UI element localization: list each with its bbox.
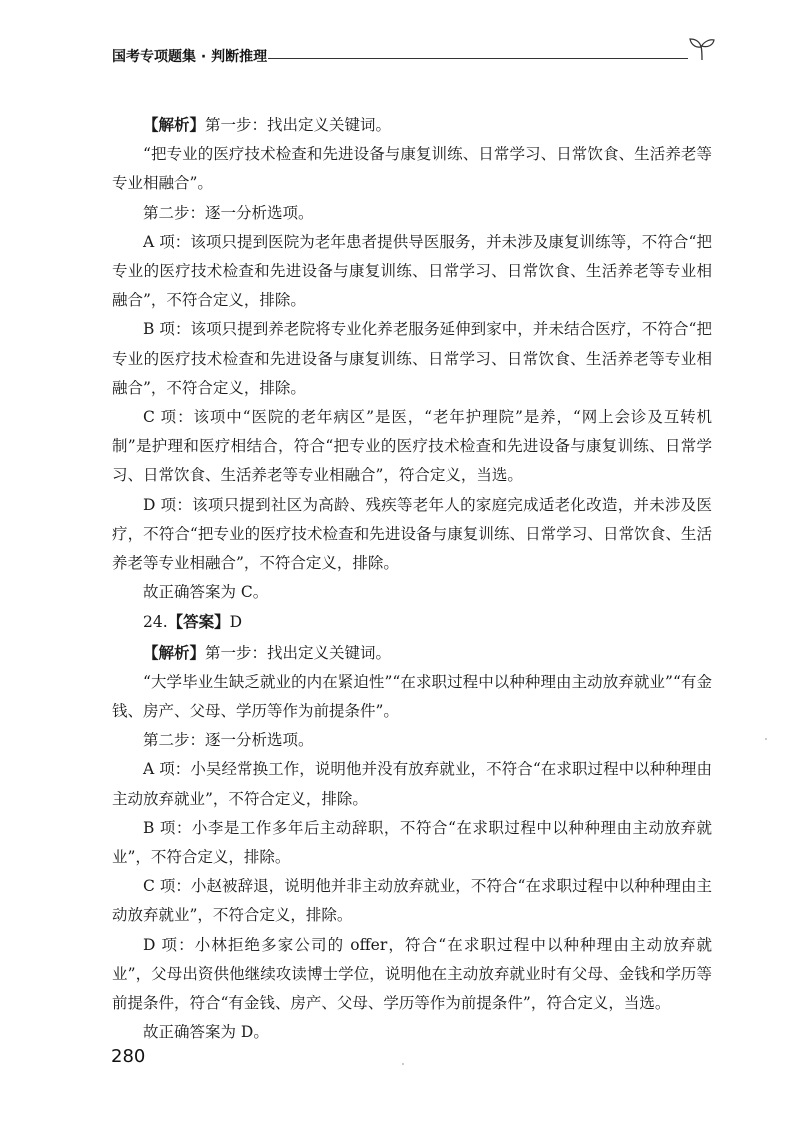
q24-option-b: B 项：小李是工作多年后主动辞职，不符合“在求职过程中以种种理由主动放弃就业”，不符合定义，排除。 [112,818,712,867]
q24-step2: 第二步：逐一分析选项。 [143,731,314,750]
q23-step2: 第二步：逐一分析选项。 [143,203,314,222]
q23-conclusion: 故正确答案为 C。 [143,583,269,602]
q23-analysis-step1: 【解析】第一步：找出定义关键词。 [143,115,392,134]
header-rule [268,58,688,59]
q24-option-c: C 项：小赵被辞退，说明他并非主动放弃就业，不符合“在求职过程中以种种理由主动放弃就业”，不符合定义，排除。 [112,877,712,925]
speck [402,1063,404,1065]
q24-answer-value: D [229,613,243,632]
speck [765,738,767,740]
q24-option-a: A 项：小吴经常换工作，说明他并没有放弃就业，不符合“在求职过程中以种种理由主动放弃就业”，不符合定义，排除。 [112,760,712,808]
q23-option-a: A 项：该项只提到医院为老年患者提供导医服务，并未涉及康复训练等，不符合“把专业的医疗技术检查和先进设备与康复训练、日常学习、日常饮食、生活养老等专业相融合”，不符合定义，排除。 [112,232,712,310]
running-header [112,44,712,74]
q23-option-b: B 项：该项只提到养老院将专业化养老服务延伸到家中，并未结合医疗，不符合“把专业的医疗技术检查和先进设备与康复训练、日常学习、日常饮食、生活养老等专业相融合”，不符合定义，排除。 [112,320,712,397]
q24-answer: 24.【答案】D [143,612,243,632]
sprout-icon [688,36,716,62]
q24-analysis-label: 【解析】 [143,642,206,662]
q24-option-d: D 项：小林拒绝多家公司的 offer，符合“在求职过程中以种种理由主动放弃就业”，父母出资供他继续攻读博士学位，说明他在主动放弃就业时有父母、金钱和学历等前提条件，符合“有金钱、房产、父母、学历等作为前提条件”，符合定义，当选。 [112,935,712,1013]
q23-analysis-label: 【解析】 [143,115,206,134]
header-title: 国考专项题集 · 判断推理 [112,49,268,65]
q24-analysis-step1: 【解析】第一步：找出定义关键词。 [143,642,392,662]
q24-answer-label: 【答案】 [167,612,230,632]
page-number: 280 [111,1046,146,1067]
q23-keywords: “把专业的医疗技术检查和先进设备与康复训练、日常学习、日常饮食、生活养老等专业相融合”。 [112,145,712,193]
answer-explanations [112,110,712,1048]
q24-conclusion: 故正确答案为 D。 [143,1023,269,1042]
q23-option-d: D 项：该项只提到社区为高龄、残疾等老年人的家庭完成适老化改造，并未涉及医疗，不符合“把专业的医疗技术检查和先进设备与康复训练、日常学习、日常饮食、生活养老等专业相融合”，不符合定义，排除。 [112,495,712,573]
q23-option-c: C 项：该项中“医院的老年病区”是医，“老年护理院”是养，“网上会诊及互转机制”是护理和医疗相结合，符合“把专业的医疗技术检查和先进设备与康复训练、日常学习、日常饮食、生活养老等专业相融合”，符合定义，当选。 [112,408,712,485]
q24-keywords: “大学毕业生缺乏就业的内在紧迫性”“在求职过程中以种种理由主动放弃就业”“有金钱、房产、父母、学历等作为前提条件”。 [112,672,712,721]
